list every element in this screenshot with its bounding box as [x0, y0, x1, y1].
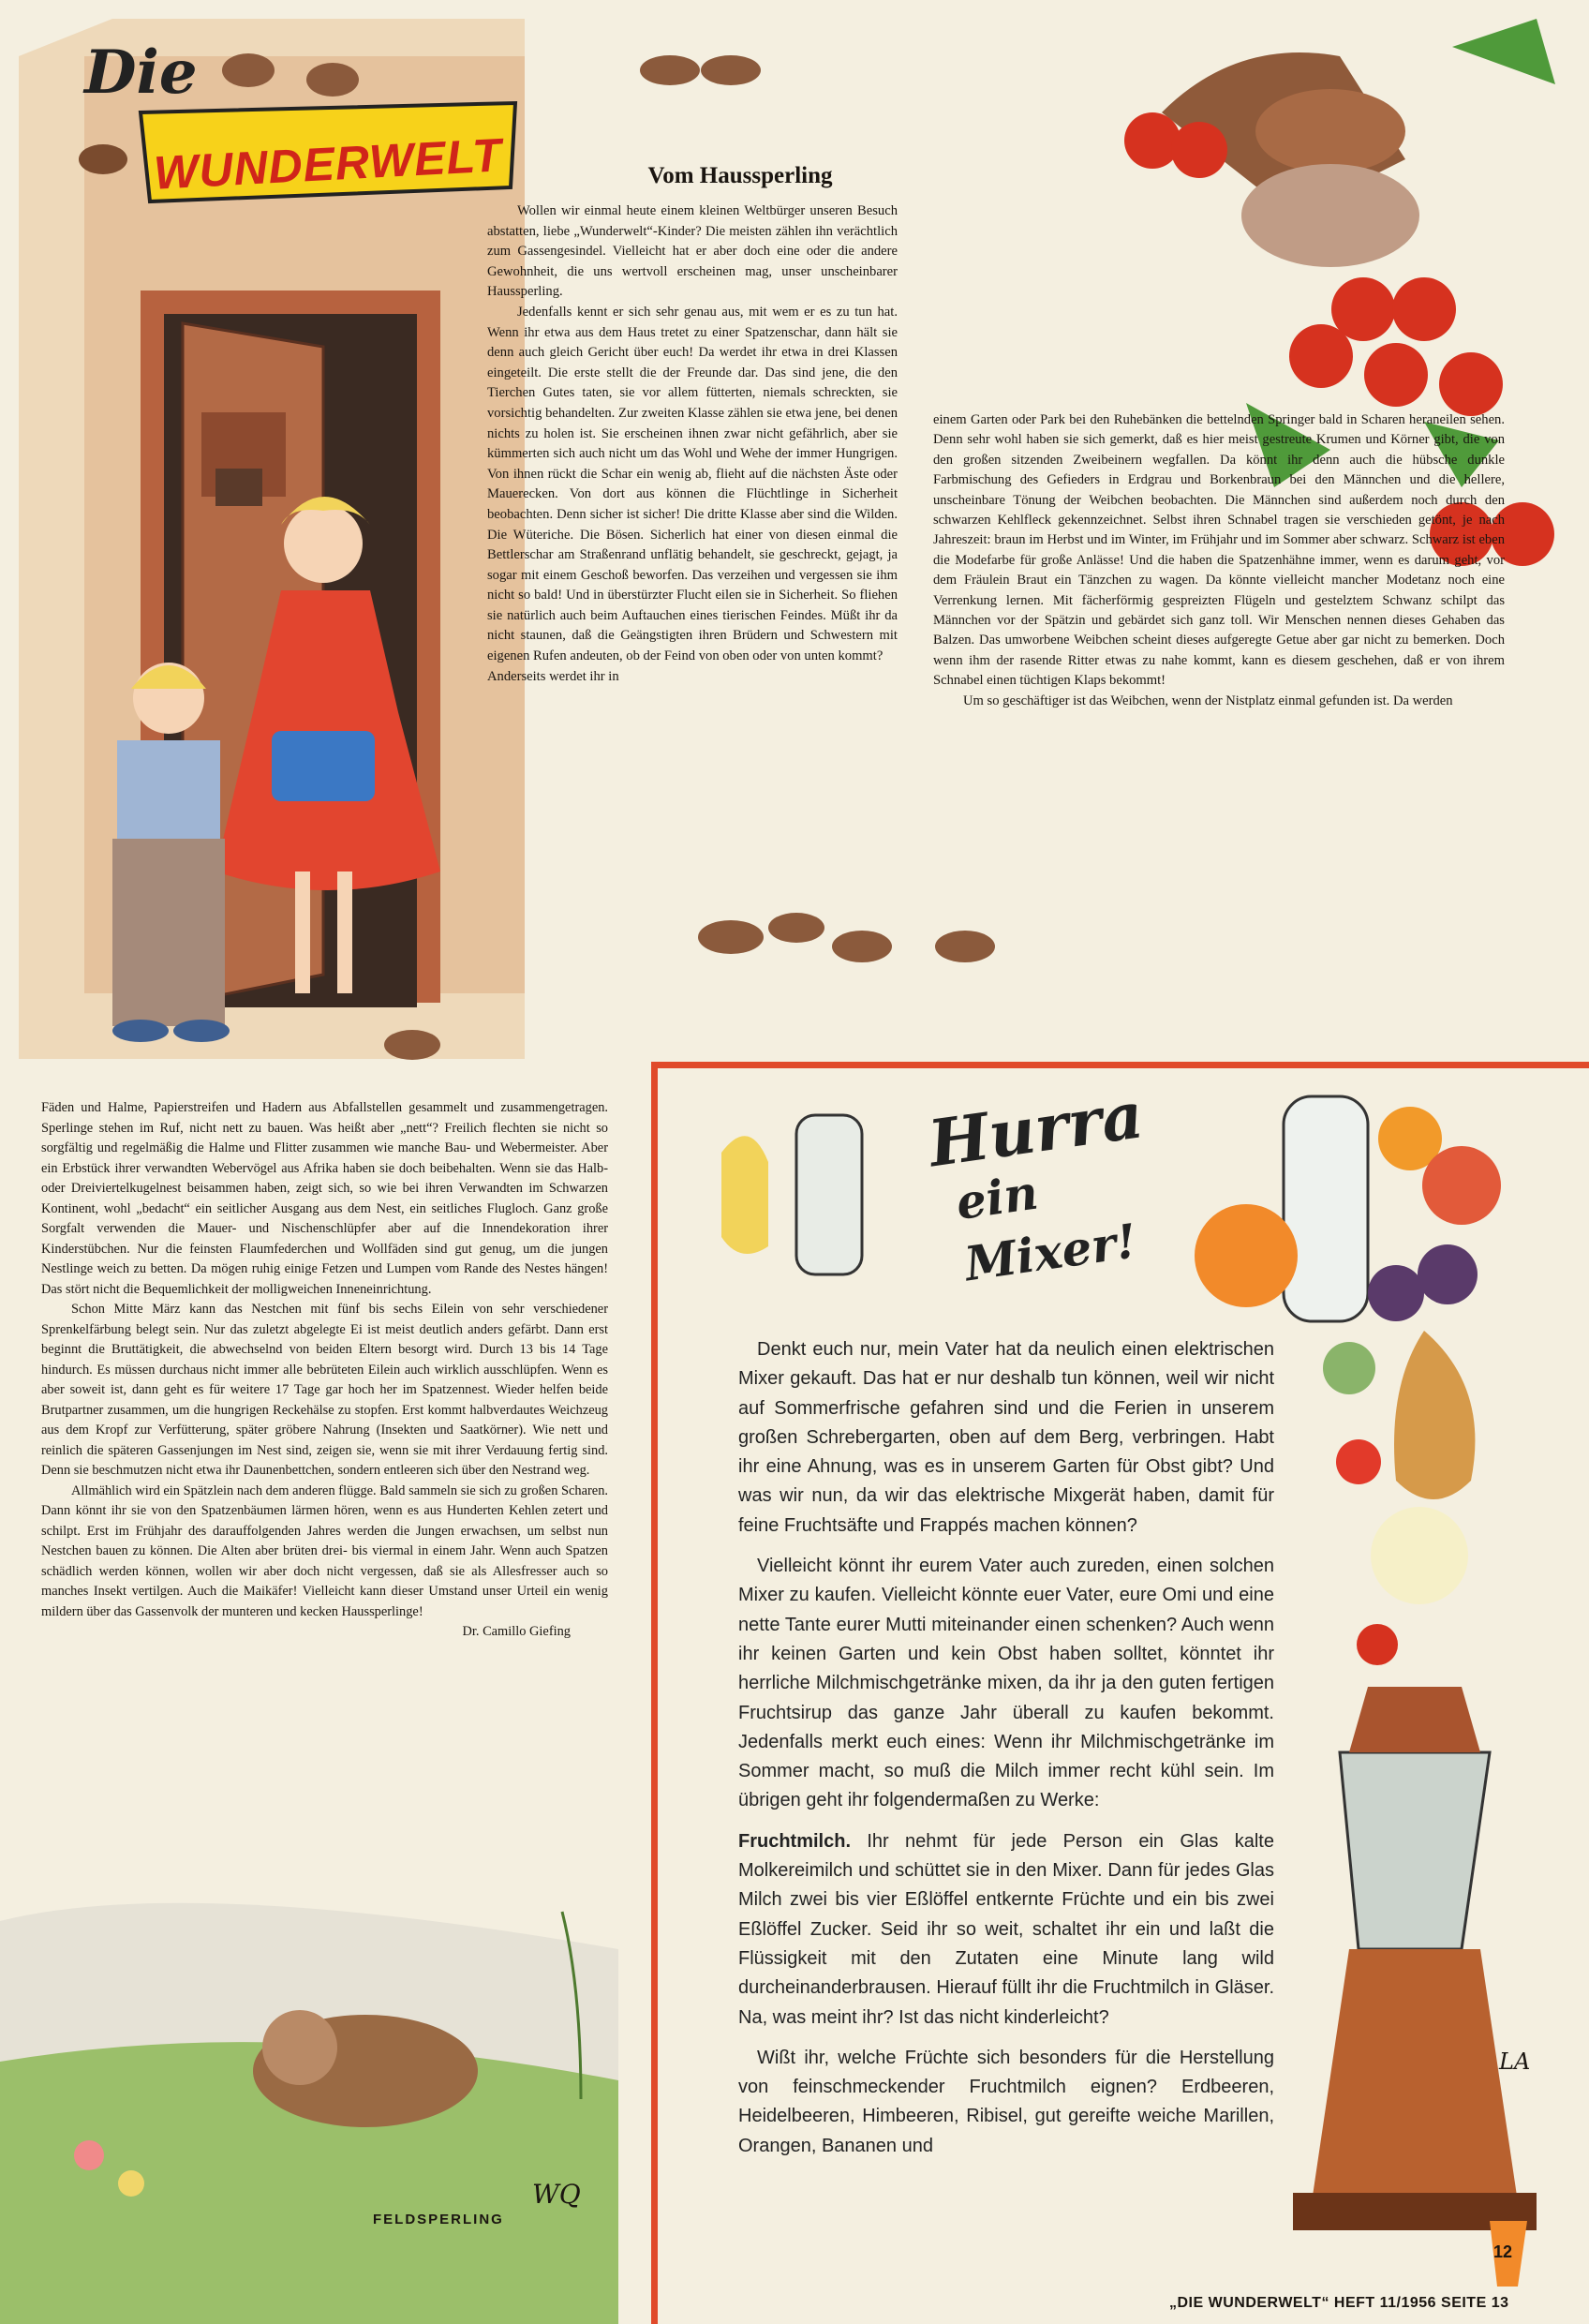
field-sparrow-illustration: [0, 1903, 618, 2324]
mixer-article: [738, 1335, 1274, 2172]
article-paragraph: einem Garten oder Park bei den Ruhebänken die bettelnden Springer bald in Scharen heraneilen sehen. Denn sehr wohl haben sie sich gemerkt, daß es hier meist gestreute Krumen und Körner gibt, die von den großen sitzenden Zweibeinern wegfallen. Da könnt ihr denn auch die hübsche dunkle Farbmischung des Gefieders in Erdgrau und Borkenbraun bei den Männchen und die hellere, unscheinbare Tönung der Weibchen beobachten. Die Männchen sind außerdem noch durch den schwarzen Kehlfleck gekennzeichnet. Selbst ihren Schnabel tragen sie verschieden getönt, je nach Jahreszeit: braun im Herbst und im Winter, im Frühjahr und im Sommer aber schwarz. Schwarz ist eben die Modefarbe für große Anlässe! Und die haben die Spatzenhähne immer, wenn es darum geht, vor dem Fräulein Braut ein Tänzchen zu wagen. Da könnte vielleicht mancher Modetanz noch eine Verrenkung lernen. Mit fächerförmig gespreizten Flügeln und gestelztem Schwanz schilpt das Männchen vor der Spätzin und gebärdet sich ganz toll. Wir Menschen nennen dieses Gehaben das Balzen. Das umworbene Weibchen scheint dieses aufgeregte Getue aber gar nicht zu bemerken. Doch wenn ihm der rasende Ritter etwas zu nahe kommt, kann es diesem geschehen, daß er von ihrem Schnabel einen tüchtigen Klaps bekommt!: [933, 412, 1505, 689]
field-sparrow-caption: FELDSPERLING: [373, 2212, 504, 2227]
logo-wunderwelt: WUNDERWELT: [152, 128, 504, 200]
article-paragraph: Wollen wir einmal heute einem kleinen Weltbürger unseren Besuch abstatten, liebe „Wunderwelt“-Kinder? Die meisten zählen ihn verächtlich zum Gassengesindel. Vielleicht hat er aber doch eine oder die andere Gewohnheit, die uns wertvoll erscheinen mag, unser unscheinbarer Haussperling.: [487, 203, 898, 300]
article-title: Vom Haussperling: [647, 163, 833, 188]
article-column-1: [487, 201, 898, 687]
mixer-paragraph: Vielleicht könnt ihr eurem Vater auch zureden, einen solchen Mixer zu kaufen. Vielleicht könnte euer Vater, eure Omi und eine nette Tante eurer Mutti miteinander einen schenken? Auch wenn ihr keinen Garten und kein Obst haben solltet, könntet ihr herrliche Milchmischgetränke mixen, da ihr ja den guten fertigen Fruchtsirup das ganze Jahr überall zu kaufen bekommt. Jedenfalls merkt euch eines: Wenn ihr Milchmischgetränke im Sommer macht, so muß die Milch immer recht kühl sein. Im übrigen geht ihr folgendermaßen zu Werke:: [738, 1556, 1274, 1811]
article-paragraph: Schon Mitte März kann das Nestchen mit fünf bis sechs Eilein von sehr verschiedener Sprenkelfärbung belegt sein. Nur das zuletzt abgelegte Ei ist meist deutlich anders gefärbt. Dann erst beginnt die Bruttätigkeit, die abwechselnd von beiden Eltern besorgt wird. Durch 13 bis 14 Tage hindurch. Es müssen durchaus nicht immer alle bebrüteten Eilein auch wirklich ausschlüpfen. Wenn es aber soweit ist, dann geht es für weitere 17 Tage gar hoch her im Spatzennest. Wieder helfen beide Brutpartner zusammen, um die hungrigen Reckehälse zu stopfen. Erst kommt halbverdautes Weichzeug aus dem Kropf zur Verfütterung, später gröbere Nahrung (Insekten und Saatkörner). Wie nett und reinlich die späteren Gassenjungen im Nest sind, zeigen sie, wenn sie mit ihrer Verdauung fertig sind. Denn sie beschmutzen nicht etwa ihr Daunenbettchen, sondern entleeren sich über den Nestrand weg.: [41, 1302, 608, 1478]
mixer-illustrator-signature: LA: [1499, 2048, 1531, 2075]
page-footer: „DIE WUNDERWELT“ HEFT 11/1956 SEITE 13: [1169, 2295, 1509, 2311]
illustrator-signature: WQ: [532, 2179, 581, 2210]
article-paragraph: Um so geschäftiger ist das Weibchen, wenn der Nistplatz einmal gefunden ist. Da werden: [963, 693, 1453, 708]
mixer-headline: [925, 1080, 1192, 1298]
recipe-text: Ihr nehmt für jede Person ein Glas kalte Molkereimilch und schüttet sie in den Mixer. Dann für jedes Glas Milch zwei bis vier Eßlöffel entkernte Früchte und ein bis zwei Eßlöffel Zucker. Seid ihr so weit, schaltet ihr ein und laßt die Flüssigkeit mit den Zutaten eine Minute lang wild durcheinanderbrausen. Hierauf füllt ihr die Fruchtmilch in Gläser. Na, was meint ihr? Ist das nicht kinderleicht?: [738, 1830, 1274, 2028]
article-paragraph: Anderseits werdet ihr in: [487, 668, 619, 684]
article-paragraph: Jedenfalls kennt er sich sehr genau aus, mit wem er es zu tun hat. Wenn ihr etwa aus dem Haus tretet zu einer Spatzenschar, dann hält sie denn auch gleich Gericht über euch! Da werdet ihr etwa in drei Klassen eingeteilt. Die erste stellt die der Freunde dar. Das sind jene, die den Tierchen Gutes taten, sie vor allem fütterten, niemals schreckten, sie vorsichtig behandelten. Zur zweiten Klasse zählen sie etwa jene, bei denen nichts zu holen ist. Sie erscheinen ihnen zwar nicht gefährlich, aber sie kümmerten sich auch nicht um das Wohl und Wehe der immer Hungrigen. Von ihnen rückt die Schar ein wenig ab, flieht auf die nächsten Äste oder Mauerecken. Von dort aus können die Flüchtlinge in Sicherheit beobachten. Denn sicher ist sicher! Die dritte Klasse aber sind die Wilden. Die Wüteriche. Die Bösen. Sicherlich hat einer von diesen einmal die Bettlerschar am Straßenrand unflätig behandelt, sie geschreckt, gejagt, ja sogar mit einem Geschoß beworfen. Das verzeihen und vergessen sie ihm nicht so bald! Und in überstürzter Flucht eilen sie in Sicherheit. So fliehen sie natürlich auch beim Auftauchen eines tierischen Feindes. Müßt ihr da nicht staunen, daß die Geängstigten ihren Brüdern und Schwestern mit eigenen Rufen andeuten, ob der Feind von oben oder von unten kommt?: [487, 304, 898, 664]
mixer-paragraph: Denkt euch nur, mein Vater hat da neulich einen elektrischen Mixer gekauft. Das hat er nur deshalb tun können, weil wir nicht auf Sommerfrische gefahren sind und die Ferien in unserem großen Schrebergarten, oben auf dem Berg, verbringen. Habt ihr eine Ahnung, was es in unserem Garten für Obst gibt? Und was wir nun, da wir das elektrische Mixgerät haben, damit für feine Fruchtsäfte und Frappés machen können?: [738, 1339, 1274, 1536]
mixer-recipe: [738, 1827, 1274, 2033]
logo-die: Die: [84, 37, 198, 108]
article-author: Dr. Camillo Giefing: [462, 1624, 571, 1639]
article-paragraph: Fäden und Halme, Papierstreifen und Hadern aus Abfallstellen gesammelt und zusammengetragen. Sperlinge stehen im Ruf, nicht nett zu bauen. Was heißt aber „nett“? Freilich flechten sie nicht so sorgfältig und regelmäßig die Halme und Flitter zusammen wie manche Bau- und Webermeister. Aber ein Erbstück ihrer verwandten Webervögel aus Afrika haben sie doch beibehalten. Wenn sie das Halb- oder Dreiviertelkugelnest beisammen haben, zeigt sich, so wie bei ihren Verwandten im Schwarzen Kontinent, wohl „bedacht“ ein seitlicher Ausgang aus dem Nest, ein seitliches Flugloch. Ganz große Sorgfalt verwenden die Mauer- und Nischenschlüpfer aber auf die Innendekoration ihrer Kinderstübchen. Nur die feinsten Flaumfederchen und Wollfäden sind gut genug, um die jungen Nestlinge weich zu betten. Da mögen ruhig einige Fetzen und Lumpen vom Rande des Nestes hängen! Das stört nicht die Bequemlichkeit der molligweichen Inneneinrichtung.: [41, 1100, 608, 1297]
mixer-headline-line1: Hurra: [924, 1078, 1148, 1183]
page-badge: 12: [1493, 2242, 1513, 2261]
mixer-headline-line2: ein Mixer!: [952, 1164, 1140, 1292]
mixer-paragraph: Wißt ihr, welche Früchte sich besonders für die Herstellung von feinschmeckender Fruchtmilch eignen? Erdbeeren, Heidelbeeren, Himbeeren, Ribisel, gut gereifte weiche Marillen, Orangen, Bananen und: [738, 2047, 1274, 2156]
article-column-2: [933, 410, 1505, 711]
article-paragraph: Allmählich wird ein Spätzlein nach dem anderen flügge. Bald sammeln sie sich zu großen Scharen. Dann könnt ihr sie von den Spatzenbäumen lärmen hören, wenn es aus Hunderten Kehlen zetert und schilpt. Erst im Frühjahr des darauffolgenden Jahres werden die Jungen erwachsen, um selbst nun Nestchen bauen zu können. Die Alten aber brüten drei- bis viermal in einem Jahr. Wenn auch Spatzen schädlich werden können, wollen wir aber doch nicht vergessen, daß sie als Allesfresser auch so manches Insekt vertilgen. Auch die Maikäfer! Vielleicht kann dieser Umstand unser Urteil ein wenig mildern über das Gassenvolk der munteren und kecken Haussperlinge!: [41, 1482, 608, 1619]
recipe-title: Fruchtmilch.: [738, 1830, 852, 1852]
article-column-3: [41, 1098, 608, 1643]
